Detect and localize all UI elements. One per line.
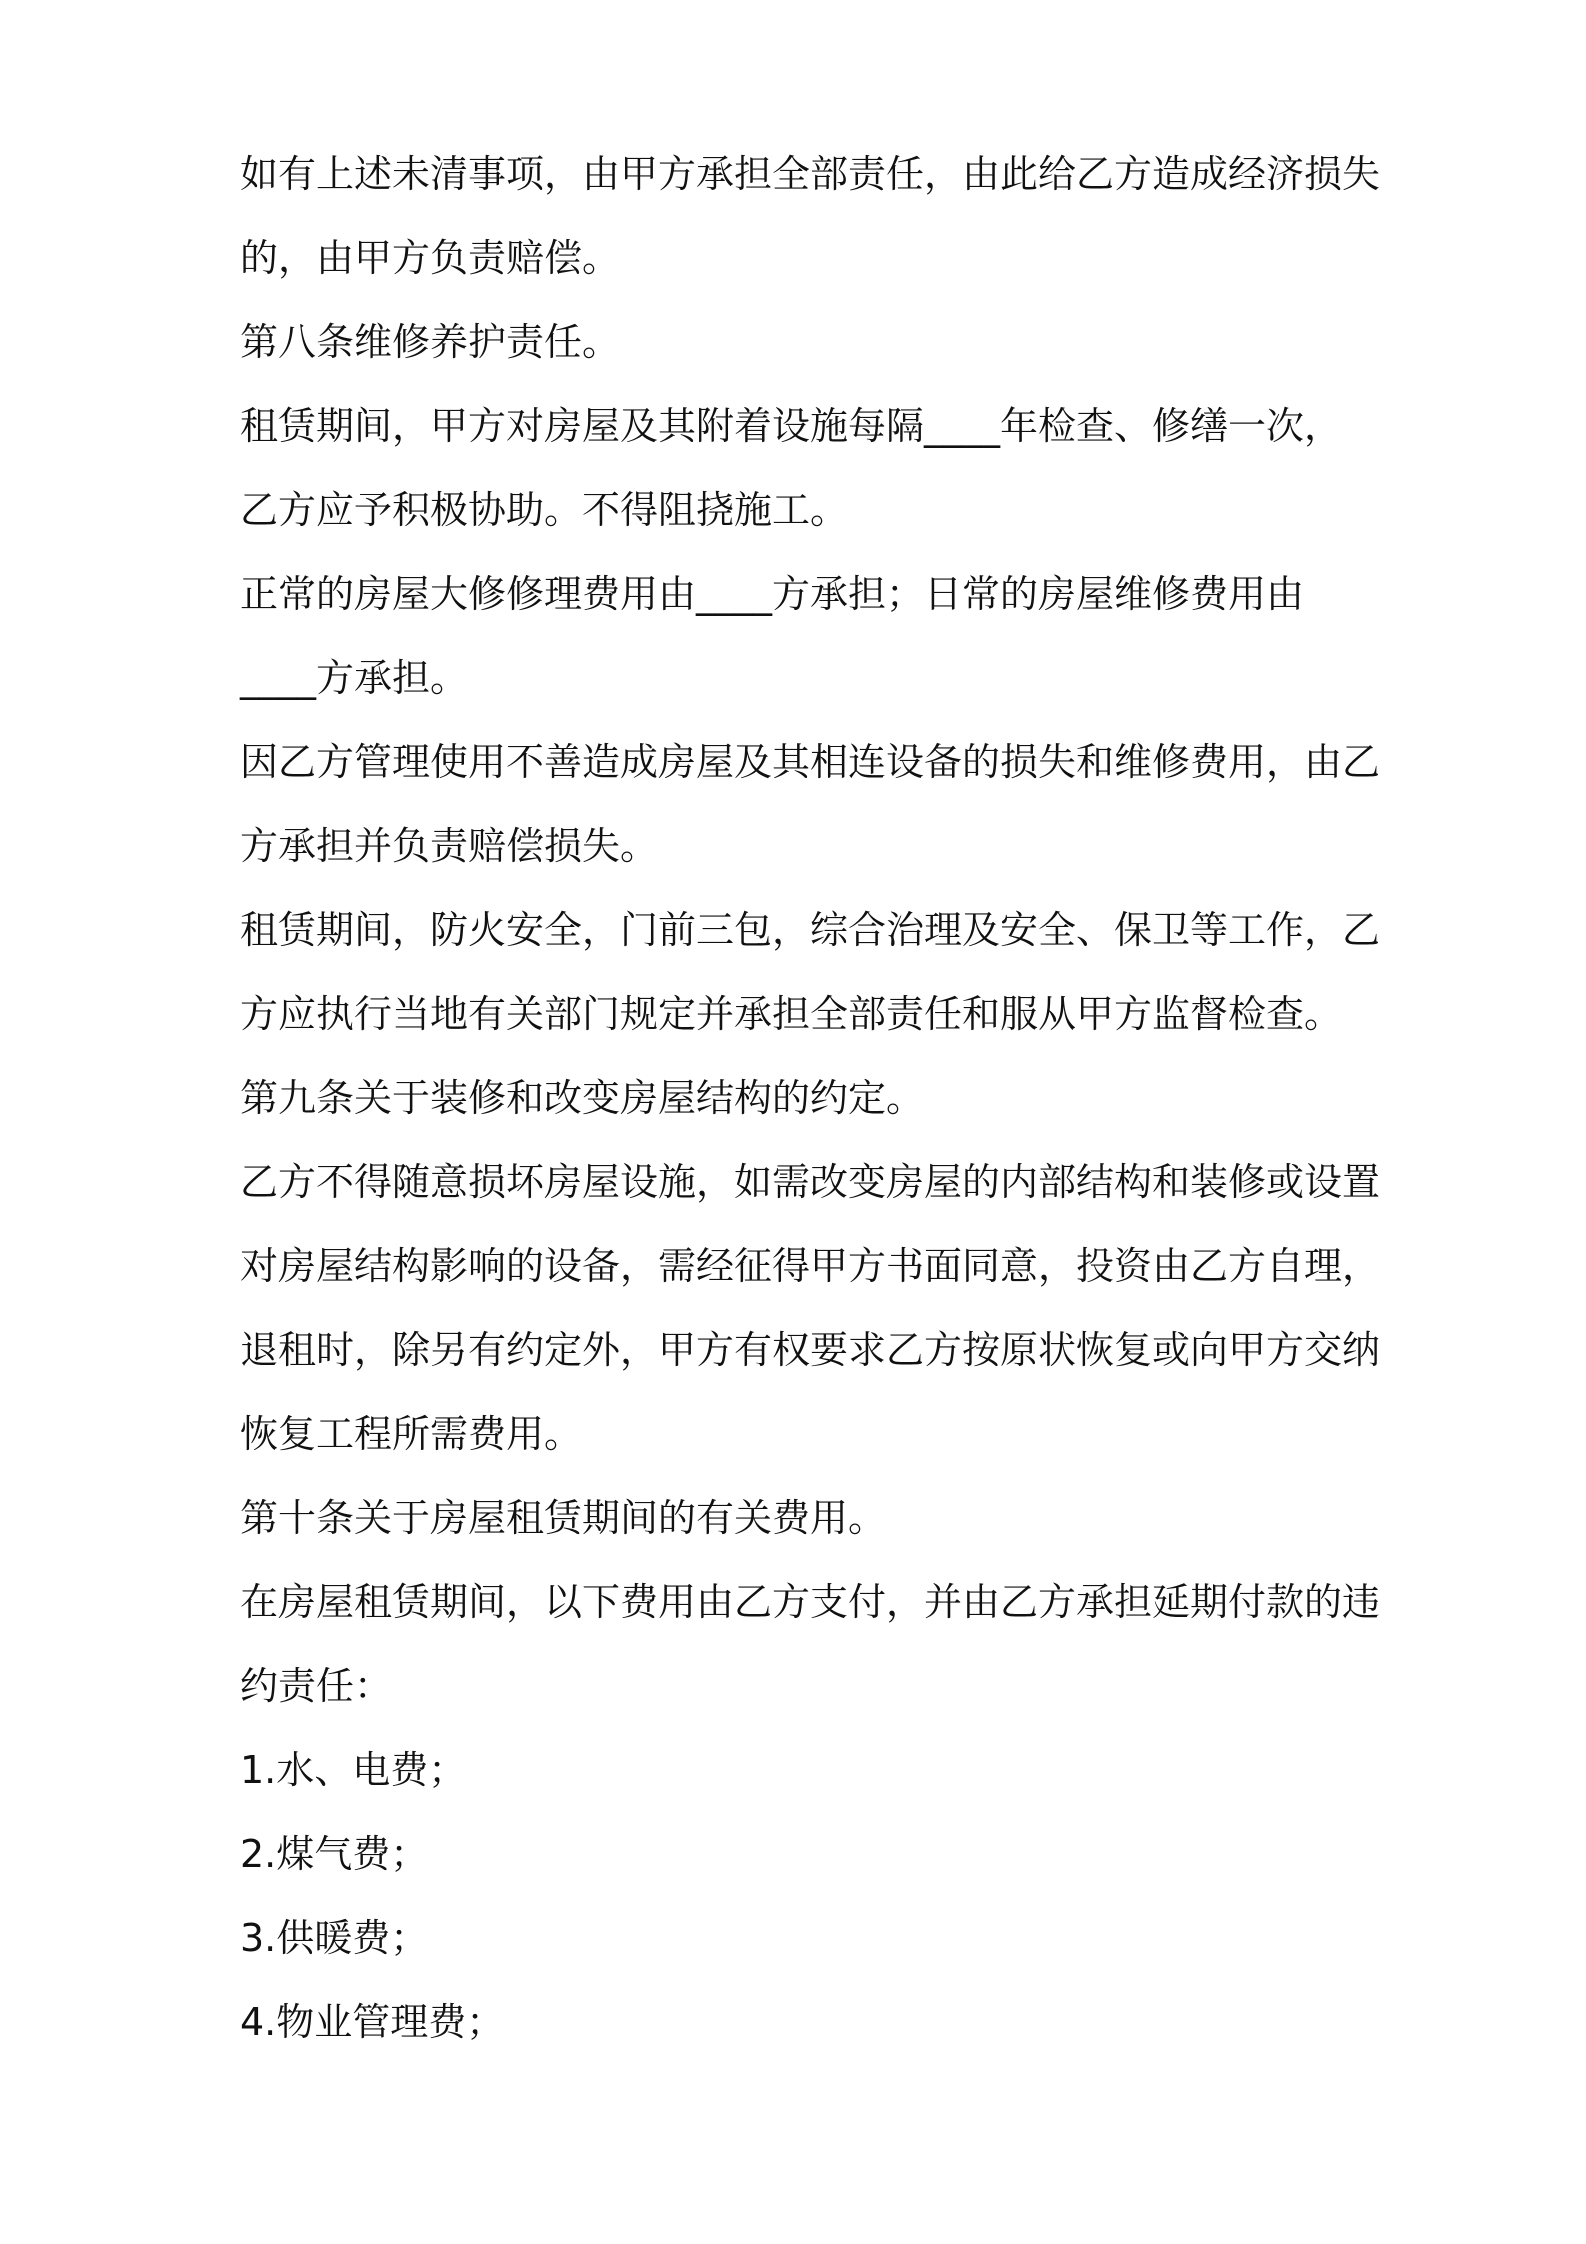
text-line: 因乙方管理使用不善造成房屋及其相连设备的损失和维修费用，由乙	[240, 740, 1381, 784]
section-heading: 第八条维修养护责任。	[240, 320, 621, 364]
list-item: 3.供暖费；	[240, 1916, 429, 1960]
text-line: 方应执行当地有关部门规定并承担全部责任和服从甲方监督检查。	[240, 992, 1343, 1036]
document-body	[240, 132, 1381, 2064]
text-line: 乙方不得随意损坏房屋设施，如需改变房屋的内部结构和装修或设置	[240, 1160, 1381, 1204]
list-item: 1.水、电费；	[240, 1748, 467, 1792]
text-line: 恢复工程所需费用。	[240, 1412, 583, 1456]
text-line: 对房屋结构影响的设备，需经征得甲方书面同意，投资由乙方自理，	[240, 1244, 1381, 1288]
text-line: 约责任：	[240, 1664, 393, 1708]
text-line: 如有上述未清事项，由甲方承担全部责任，由此给乙方造成经济损失	[240, 152, 1381, 196]
section-heading: 第十条关于房屋租赁期间的有关费用。	[240, 1496, 887, 1540]
text-line: 方承担并负责赔偿损失。	[240, 824, 659, 868]
text-line: 在房屋租赁期间，以下费用由乙方支付，并由乙方承担延期付款的违	[240, 1580, 1381, 1624]
text-line: 租赁期间，甲方对房屋及其附着设施每隔____年检查、修缮一次，	[240, 404, 1343, 448]
text-line: 的，由甲方负责赔偿。	[240, 236, 621, 280]
text-line: ____方承担。	[240, 656, 469, 700]
text-line: 乙方应予积极协助。不得阻挠施工。	[240, 488, 849, 532]
section-heading: 第九条关于装修和改变房屋结构的约定。	[240, 1076, 925, 1120]
text-line: 退租时，除另有约定外，甲方有权要求乙方按原状恢复或向甲方交纳	[240, 1328, 1381, 1372]
list-item: 2.煤气费；	[240, 1832, 429, 1876]
text-line: 租赁期间，防火安全，门前三包，综合治理及安全、保卫等工作，乙	[240, 908, 1381, 952]
text-line: 正常的房屋大修修理费用由____方承担；日常的房屋维修费用由	[240, 572, 1305, 616]
list-item: 4.物业管理费；	[240, 2000, 505, 2044]
